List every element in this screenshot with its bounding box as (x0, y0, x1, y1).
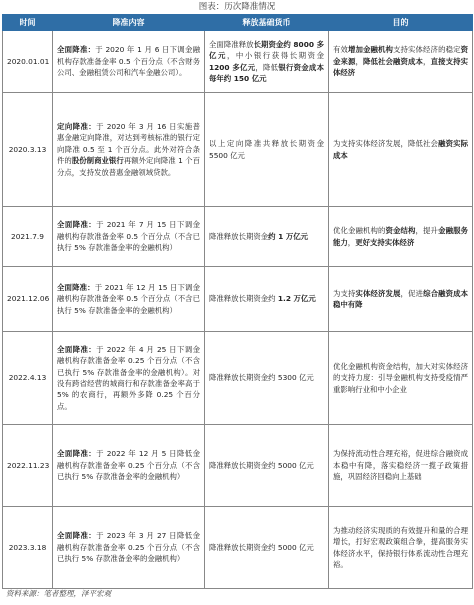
header-time: 时间 (3, 15, 53, 31)
cell-text: 降准释放长期资金 (209, 231, 269, 241)
emphasis-text: 长期资金约 8000 多亿元 (209, 39, 324, 61)
emphasis-text: 定向降准： (57, 121, 97, 131)
table-caption: 图表：历次降准情况 (198, 2, 276, 12)
emphasis-text: 直接支持实体经济 (333, 56, 468, 78)
cell-content (53, 332, 205, 425)
emphasis-text: 融资实际成本 (333, 139, 468, 160)
table-row (3, 207, 473, 267)
cell-time: 2021.7.9 (3, 207, 53, 267)
emphasis-text: 银行资金成本每年约 150 亿元 (209, 62, 324, 83)
cell-purpose (329, 332, 473, 425)
cell-content (53, 507, 205, 589)
cell-text: 全面降准释放 (209, 39, 254, 49)
cell-time: 2022.11.23 (3, 425, 53, 507)
cell-text: 为保持流动性合理充裕，促进综合融资成本稳中有降，落实稳经济一揽子政策措施，巩固经济回稳向上基础 (333, 449, 468, 482)
cell-text: ， (355, 56, 364, 66)
table-row (3, 332, 473, 425)
cell-content (53, 93, 205, 207)
emphasis-text: 实体经济发展 (355, 288, 401, 298)
emphasis-text: 资金来源 (333, 45, 468, 66)
cell-time: 2020.01.01 (3, 31, 53, 93)
emphasis-text: 全面降准： (57, 449, 97, 459)
emphasis-text: 增加金融机构 (348, 45, 394, 55)
cell-text: 再额外定向降准 1 个百分点，支持发放普惠金融领域贷款。 (57, 156, 200, 177)
emphasis-text: 更好支持实体经济 (355, 237, 415, 247)
cell-text: 于 2020 年 3 月 16 日实施普惠金融定向降准，对达到考核标准的银行定向降准 0.5 至 1 个百分点。此外对符合条件的 (57, 121, 200, 166)
cell-release (205, 507, 329, 589)
cell-purpose (329, 207, 473, 267)
table-header-row (3, 15, 473, 31)
table-row (3, 507, 473, 589)
cell-content (53, 425, 205, 507)
cell-text: 降准释放长期资金约 (209, 294, 278, 304)
cell-content (53, 207, 205, 267)
cell-purpose (329, 93, 473, 207)
cell-purpose (329, 31, 473, 93)
cell-text: ， (423, 56, 431, 66)
header-purpose: 目的 (329, 15, 473, 31)
emphasis-text: 资金结构 (385, 226, 416, 236)
cell-release (205, 207, 329, 267)
table-row (3, 93, 473, 207)
emphasis-text: 综合融资成本稳中有降 (333, 288, 468, 309)
table-row (3, 425, 473, 507)
emphasis-text: 全面降准： (57, 282, 95, 292)
cell-text: ，提升 (415, 226, 439, 236)
cell-text: 于 2023 年 3 月 27 日降低金融机构存款准备金率 0.25 个百分点（不含已执行 5% 存款准备金率的金融机构） (57, 531, 200, 564)
cell-release (205, 425, 329, 507)
cell-text: 优化金融机构的 (333, 226, 386, 236)
cell-text: 为推动经济实现质的有效提升和量的合理增长，打好宏观政策组合拳，提高服务实体经济水平，保持银行体系流动性合理充裕。 (333, 525, 468, 569)
cell-text: 为支持 (333, 288, 356, 298)
cell-text: 于 2021 年 12 月 15 日下调金融机构存款准备金率 0.5 个百分点（不含已执行 5% 存款准备金率的金融机构） (57, 282, 200, 315)
cell-purpose (329, 267, 473, 332)
cell-time: 2021.12.06 (3, 267, 53, 332)
emphasis-text: 全面降准： (57, 45, 96, 55)
cell-release (205, 93, 329, 207)
cell-release (205, 31, 329, 93)
cell-text: ，中小银行获得长期资金 (226, 51, 324, 61)
cell-text: ， (347, 237, 356, 247)
cell-text: 优化金融机构资金结构，加大对实体经济的支持力度：引导金融机构支持受疫情严重影响行业和中小企业 (333, 361, 468, 394)
header-content: 降准内容 (53, 15, 205, 31)
table-row (3, 267, 473, 332)
cell-text: 降准释放长期资金约 5300 亿元 (209, 373, 314, 383)
cell-text: ，降低 (255, 62, 279, 72)
cell-text: 降准释放长期资金约 5000 亿元 (209, 542, 314, 552)
cell-text: 有效 (333, 45, 349, 55)
cell-text: 以上定向降准共释放长期资金 5500 亿元 (209, 139, 324, 160)
header-release: 释放基础货币 (205, 15, 329, 31)
emphasis-text: 金融服务能力 (333, 226, 468, 247)
emphasis-text: 全面降准： (57, 531, 97, 541)
cell-text: 降准释放长期资金约 5000 亿元 (209, 460, 314, 470)
table-row (3, 31, 473, 93)
source-note: 资料来源：笔者整理，泽平宏观 (6, 589, 111, 598)
cell-time: 2023.3.18 (3, 507, 53, 589)
emphasis-text: 全面降准： (57, 344, 97, 354)
cell-text: 于 2022 年 12 月 5 日降低金融机构存款准备金率 0.25 个百分点（不含已执行 5% 存款准备金率的金融机构） (57, 449, 200, 482)
cell-text: 于 2021 年 7 月 15 日下调金融机构存款准备金率 0.5 个百分点（不含已执行 5% 存款准备金率的金融机构） (57, 220, 200, 253)
emphasis-text: 约 1 万亿元 (268, 231, 308, 241)
cell-purpose (329, 507, 473, 589)
cell-text: 于 2022 年 4 月 25 日下调金融机构存款准备金率 0.25 个百分点（不含已执行 5% 存款准备金率的金融机构）。对没有跨省经营的城商行和存款准备金率高于 5% 的农商行，再额外多降 0.25 个百分点。 (57, 344, 200, 411)
emphasis-text: 股份制商业银行 (71, 156, 124, 166)
emphasis-text: 1.2 万亿元 (277, 294, 316, 304)
cell-text: ，促进 (400, 288, 424, 298)
cell-text: 为支持实体经济发展，降低社会 (333, 139, 439, 149)
cell-release (205, 267, 329, 332)
emphasis-text: 降低社会融资成本 (363, 56, 424, 66)
emphasis-text: 1200 多亿元 (209, 62, 256, 72)
cell-text: 支持实体经济的稳定 (393, 45, 461, 55)
cell-purpose (329, 425, 473, 507)
rrr-history-table (2, 14, 473, 589)
cell-release (205, 332, 329, 425)
cell-text: 于 2020 年 1 月 6 日下调金融机构存款准备金率 0.5 个百分点（不含财务公司、金融租赁公司和汽车金融公司）。 (57, 45, 200, 78)
cell-content (53, 31, 205, 93)
cell-time: 2020.3.13 (3, 93, 53, 207)
emphasis-text: 全面降准： (57, 220, 97, 230)
cell-time: 2022.4.13 (3, 332, 53, 425)
cell-content (53, 267, 205, 332)
